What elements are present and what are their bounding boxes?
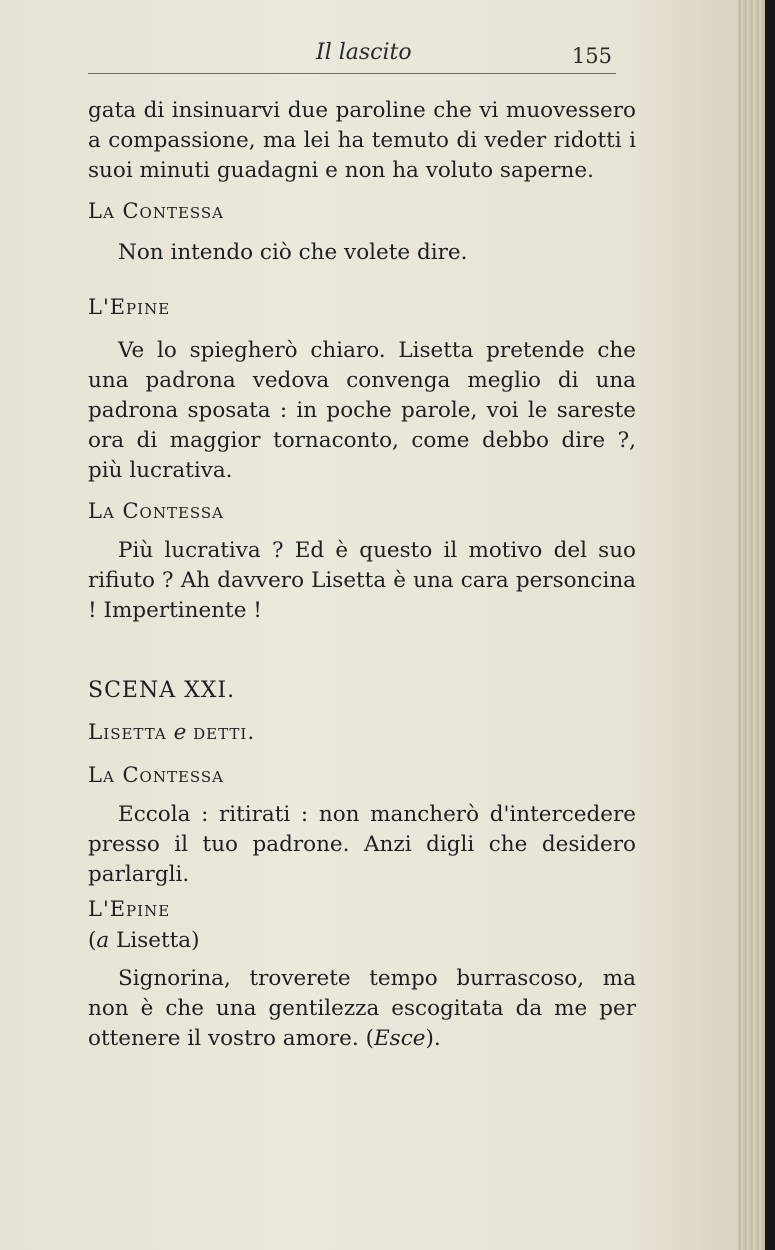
paragraph-text: Signorina, troverete tempo burrascoso, ma non è che una gentilezza escogitata da me per ottenere il vostro amore. xyxy=(88,966,636,1051)
scene-title: SCENA XXI. xyxy=(88,678,236,703)
paragraph: gata di insinuarvi due paroline che vi muovessero a compassione, ma lei ha temuto di veder ridotti i suoi minuti guadagni e non ha voluto saperne. xyxy=(88,98,636,183)
cast-name: Lisetta xyxy=(88,720,167,745)
direction-target: Lisetta xyxy=(116,928,192,953)
speaker-name: La Contessa xyxy=(88,499,225,523)
speaker-name: La Contessa xyxy=(88,763,225,787)
paragraph: Ve lo spiegherò chiaro. Lisetta pretende che una padrona vedova convenga meglio di una padrona sposata : in poche parole, voi le sareste ora di maggior tornaconto, come debbo dire ?, più lucrativa. xyxy=(88,338,636,483)
page-number: 155 xyxy=(571,44,612,68)
cast-others: detti. xyxy=(193,720,256,745)
speaker-name: L'Epine xyxy=(88,295,171,319)
scene-cast xyxy=(88,718,636,748)
paragraph: Più lucrativa ? Ed è questo il motivo del suo rifiuto ? Ah davvero Lisetta è una cara personcina ! Impertinente ! xyxy=(88,538,636,623)
page-text xyxy=(88,96,636,1054)
cast-conjunction: e xyxy=(173,720,187,745)
stage-direction: (a Lisetta) xyxy=(88,928,200,953)
running-header xyxy=(88,40,616,80)
page-edges xyxy=(738,0,775,1250)
paragraph: Eccola : ritirati : non mancherò d'intercedere presso il tuo padrone. Anzi digli che desidero parlargli. xyxy=(88,802,636,887)
running-title: Il lascito xyxy=(316,40,412,65)
speaker-name: L'Epine xyxy=(88,897,171,921)
paragraph: Non intendo ciò che volete dire. xyxy=(118,240,468,265)
paragraph: Signorina, troverete tempo burrascoso, ma non è che una gentilezza escogitata da me per ottenere il vostro amore. (Esce). xyxy=(88,966,636,1051)
direction-preposition: a xyxy=(96,928,110,953)
header-rule xyxy=(88,73,616,74)
stage-direction-exit: Esce xyxy=(373,1026,426,1051)
speaker-name: La Contessa xyxy=(88,199,225,223)
